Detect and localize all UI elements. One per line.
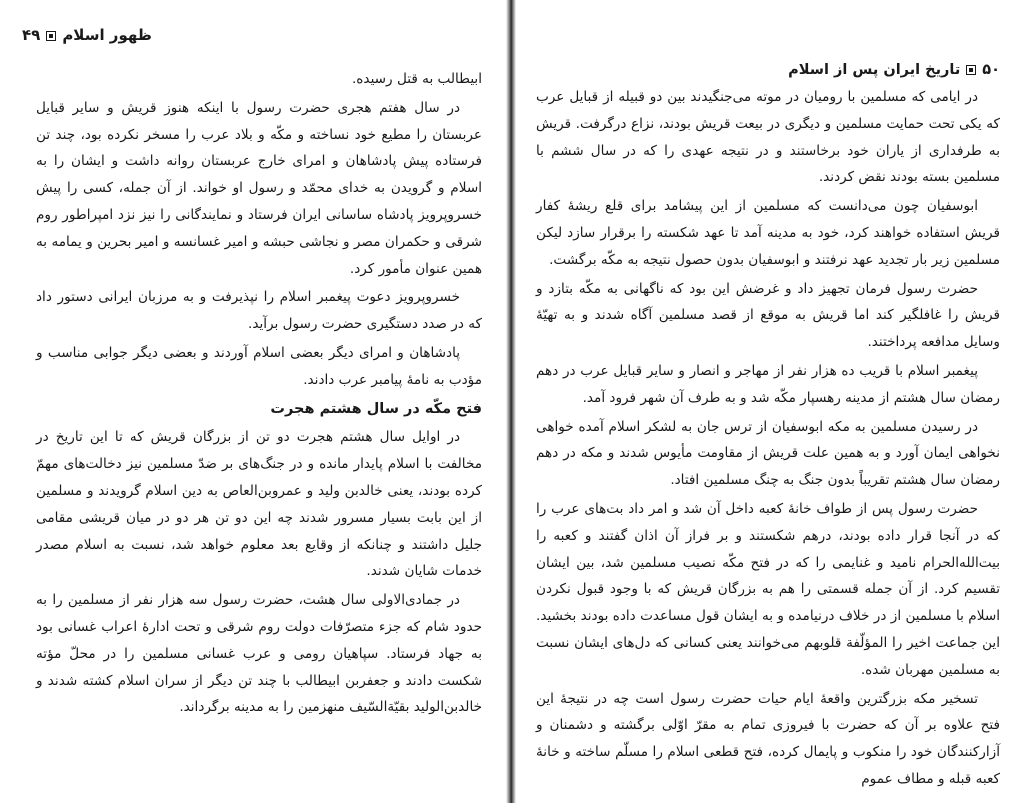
left-page-header xyxy=(22,26,152,44)
paragraph: پیغمبر اسلام با قریب ده هزار نفر از مهاجر و انصار و سایر قبایل عرب در دهم رمضان سال هشتم از مدینه رهسپار مکّه شد و به طرف آن شهر فرود آمد. xyxy=(536,362,1000,406)
paragraph: ابوسفیان چون می‌دانست که مسلمین از این پیشامد برای قلع ریشهٔ کفار قریش استفاده خواهند کرد، خود به مدینه آمد تا عهد شکسته را برقرار سازد لیکن مسلمین زیر بار تجدید عهد نرفتند و ابوسفیان بدون حصول نتیجه به مکّه برگشت. xyxy=(536,198,1000,268)
separator-square-icon xyxy=(46,31,56,41)
paragraph: پادشاهان و امرای دیگر بعضی اسلام آوردند و بعضی دیگر جوابی مناسب و مؤدب به نامهٔ پیامبر عرب دادند. xyxy=(36,344,482,388)
right-page-header xyxy=(788,62,1000,78)
right-page-body xyxy=(536,84,1000,793)
running-title: تاریخ ایران پس از اسلام xyxy=(788,62,961,78)
paragraph: تسخیر مکه بزرگترین واقعهٔ ایام حیات حضرت رسول است چه در نتیجهٔ این فتح علاوه بر آن که حضرت با فیروزی تمام به مقرّ اوّلی برگشته و دشمنان و آزارکنندگان خود را منکوب و پایمال کرده، فتح قطعی اسلام را مسلّم ساخته و خانهٔ کعبه قبله و مطاف عموم xyxy=(536,690,1000,787)
left-page xyxy=(0,0,506,803)
separator-square-icon xyxy=(966,65,976,75)
book-gutter xyxy=(506,0,516,803)
section-title: فتح مکّه در سال هشتم هجرت xyxy=(270,400,482,417)
left-page-body xyxy=(36,66,482,721)
paragraph: در رسیدن مسلمین به مکه ابوسفیان از ترس جان به لشکر اسلام آمده خواهی نخواهی ایمان آورد و به همین علت قریش از مقاومت مأیوس شدند و مکه در دهم رمضان سال هشتم تقریباً بدون جنگ به چنگ مسلمین افتاد. xyxy=(536,418,1000,489)
paragraph: در اوایل سال هشتم هجرت دو تن از بزرگان قریش که تا این تاریخ در مخالفت با اسلام پایدار مانده و در جنگ‌های بر ضدّ مسلمین نیز دخالت‌های مهمّ کرده بودند، یعنی خالدبن ولید و عمروبن‌العاص به دین اسلام گرویدند و مسلمین از این بابت بسیار مسرور شدند چه این دو تن هر دو در میان قریشی مقامی جلیل داشتند و چنانکه از وقایع بعد معلوم خواهد شد، نسبت به اسلام مصدر خدمات شایان شدند. xyxy=(36,429,482,580)
paragraph: ابیطالب به قتل رسیده. xyxy=(351,71,482,87)
page-number: ۴۹ xyxy=(22,26,41,44)
page-number: ۵۰ xyxy=(982,62,1000,78)
paragraph: خسروپرویز دعوت پیغمبر اسلام را نپذیرفت و به مرزبان ایرانی دستور داد که در صدد دستگیری حضرت رسول برآید. xyxy=(36,289,482,333)
paragraph: در ایامی که مسلمین با رومیان در موته می‌جنگیدند بین دو قبیله از قبایل عرب که یکی تحت حمایت مسلمین و دیگری در بیعت قریش بودند، نزاع درگرفت. قریش به طرفداری از یاران خود برخاستند و در نتیجه عهدی را که در سال ششم با مسلمین بسته بودند نقض کردند. xyxy=(536,89,1000,186)
paragraph: در سال هفتم هجری حضرت رسول با اینکه هنوز قریش و سایر قبایل عربستان را مطیع خود نساخته و مکّه و بلاد عرب را مسخر نکرده بود، چند تن فرستاده پیش پادشاهان و امرای خارج عربستان روانه داشت و ایشان را به اسلام و گرویدن به خدای محمّد و رسول او خواند. از آن جمله، کسی را پیش خسروپرویز پادشاه ساسانی ایران فرستاد و نمایندگانی را نیز نزد امپراطور روم شرقی و حکمران مصر و نجاشی حبشه و امیر غسانسه و امیر بحرین و یمامه به همین عنوان مأمور کرد. xyxy=(36,99,482,277)
paragraph: حضرت رسول فرمان تجهیز داد و غرضش این بود که ناگهانی به مکّه بتازد و قریش را غافلگیر کند اما قریش به موقع از قصد مسلمین آگاه شدند و به تهیّهٔ وسایل مدافعه پرداختند. xyxy=(536,280,1000,351)
right-page xyxy=(516,0,1024,803)
running-title: ظهور اسلام xyxy=(62,26,152,44)
paragraph: حضرت رسول پس از طواف خانهٔ کعبه داخل آن شد و امر داد بت‌های عرب را که در آنجا قرار داده بودند، درهم شکستند و بر فراز آن اذان گفتند و کعبه را بیت‌الله‌الحرام نامید و غنایمی را که در فتح مکّه نصیب مسلمین شد، بین ایشان تقسیم کرد. از آن جمله قسمتی را هم به بزرگان قریش که با وجود قبول نکردن اسلام با مسلمین از در خلاف درنیامده و به ایشان قول مساعدت داده بودند بخشید. این جماعت اخیر را المؤلّفة قلوبهم می‌خوانند یعنی کسانی که دل‌های ایشان نسبت به مسلمین مهربان شده. xyxy=(536,500,1000,678)
paragraph: در جمادی‌الاولی سال هشت، حضرت رسول سه هزار نفر از مسلمین را به حدود شام که جزء متصرّفات دولت روم شرقی و تحت ادارهٔ اعراب غسانی بود به جهاد فرستاد. سپاهیان رومی و عرب غسانی مسلمین را در محلّ مؤته شکست دادند و جعفربن ابیطالب با چند تن دیگر از سران اسلام کشته شدند و خالدبن‌الولید بقیّةالسّیف منهزمین را به مدینه برگرداند. xyxy=(36,592,482,716)
